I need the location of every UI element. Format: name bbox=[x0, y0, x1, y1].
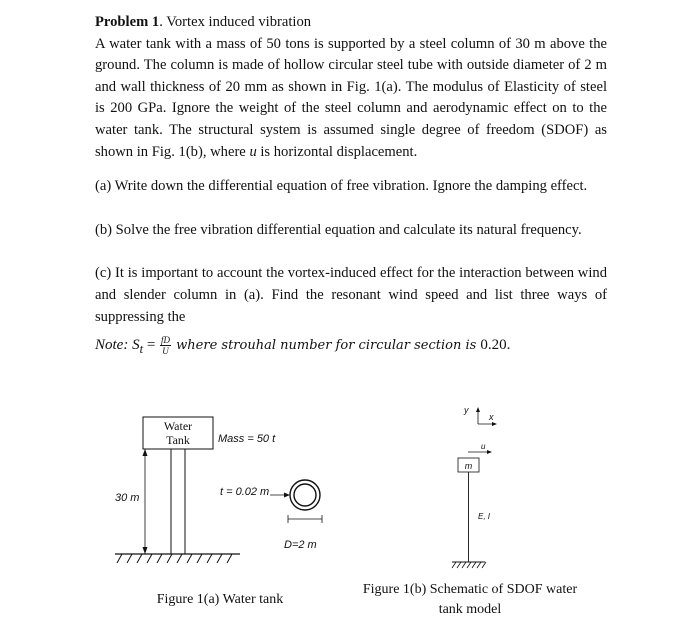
intro-text: A water tank with a mass of 50 tons is supported by a steel column of 30 m above the ground. The column is made of hollow circular steel tube with outside diameter of 2 m and wall thickness of 20 mm as shown in Fig. 1(a). The modulus of Elasticity of steel is 200 GPa. Ignore the weight of the steel column and aerodynamic effect on to the water tank. The structural system is assumed single degree of freedom (SDOF) as shown in Fig. 1(b), where bbox=[95, 35, 607, 160]
part-a: (a) Write down the differential equation of free vibration. Ignore the damping effect. bbox=[95, 178, 588, 195]
problem-title-text: . Vortex induced vibration bbox=[159, 14, 312, 30]
figure-1a-caption: Figure 1(a) Water tank bbox=[156, 592, 284, 607]
note-equals: = bbox=[143, 337, 160, 354]
problem-number: Problem 1 bbox=[95, 14, 160, 30]
height-arrow-bottom bbox=[143, 547, 148, 554]
axis-y-label: y bbox=[464, 405, 469, 415]
note-label: Note: bbox=[95, 337, 129, 354]
part-b: (b) Solve the free vibration differential equation and calculate its natural frequency. bbox=[95, 221, 582, 238]
displacement-label: u bbox=[481, 442, 486, 451]
tank-label-line1: Water bbox=[163, 419, 193, 433]
part-c: (c) It is important to account the vortex-induced effect for the interaction between wind and slender column in (a). Find the resonant wind speed and list three ways of suppressing the bbox=[95, 265, 607, 325]
diameter-label: D=2 m bbox=[284, 539, 317, 551]
axis-x-arrow bbox=[492, 422, 497, 426]
displacement-arrow bbox=[487, 450, 492, 454]
strouhal-s: S bbox=[132, 337, 140, 354]
figure-1a bbox=[115, 417, 322, 563]
intro-variable: u bbox=[249, 143, 257, 160]
strouhal-sub: t bbox=[139, 342, 144, 357]
fraction-denominator: U bbox=[162, 346, 169, 357]
thickness-arrow bbox=[284, 493, 290, 498]
mass-symbol: m bbox=[464, 461, 473, 471]
ground-hatching bbox=[117, 554, 232, 563]
figure-1b-caption-line1: Figure 1(b) Schematic of SDOF water bbox=[362, 582, 578, 597]
tube-section-inner bbox=[294, 484, 316, 506]
stiffness-label: E, I bbox=[478, 512, 491, 521]
note-text: where strouhal number for circular section is bbox=[172, 338, 481, 354]
sdof-ground-hatching bbox=[452, 562, 486, 568]
axis-y-arrow bbox=[476, 407, 480, 412]
fraction-numerator: fD bbox=[161, 335, 171, 346]
axis-x-label: x bbox=[489, 412, 494, 422]
tank-label-line2: Tank bbox=[166, 433, 190, 447]
figure-1b-caption bbox=[350, 580, 590, 620]
intro-end-text: is horizontal displacement. bbox=[256, 143, 418, 160]
figure-1b bbox=[452, 405, 497, 568]
thickness-label: t = 0.02 m bbox=[220, 486, 270, 498]
height-label: 30 m bbox=[115, 492, 140, 504]
figure-1b-caption-line2: tank model bbox=[438, 602, 502, 617]
mass-label: Mass = 50 t bbox=[218, 433, 276, 445]
height-arrow-top bbox=[143, 449, 148, 456]
note-value: 0.20. bbox=[480, 337, 511, 354]
